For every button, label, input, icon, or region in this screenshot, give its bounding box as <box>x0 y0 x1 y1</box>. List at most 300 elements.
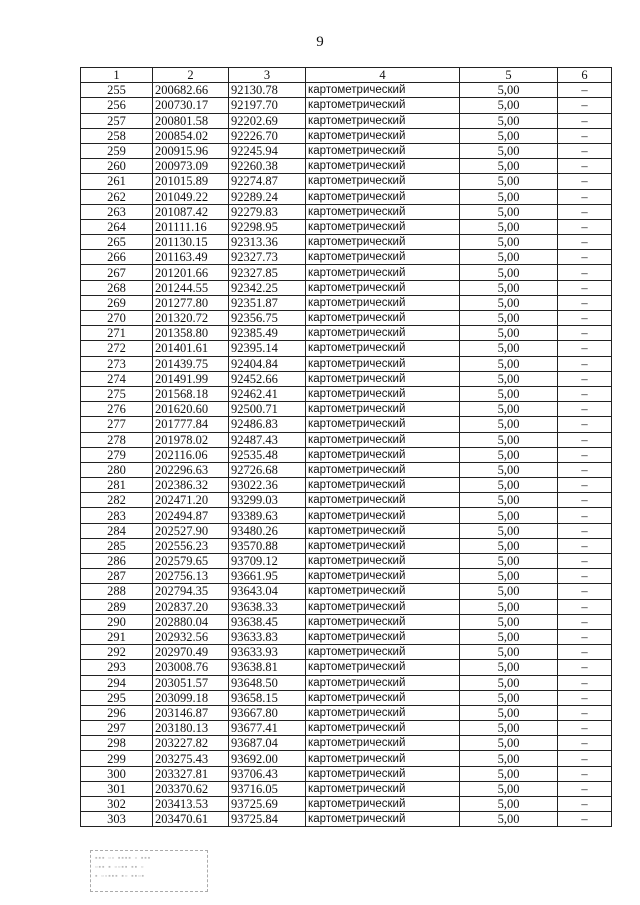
table-row <box>81 235 612 250</box>
table-cell: – <box>558 660 612 675</box>
table-cell: 288 <box>81 584 153 599</box>
table-cell: картометрический <box>306 690 460 705</box>
table-cell: 256 <box>81 98 153 113</box>
table-row <box>81 721 612 736</box>
table-row <box>81 174 612 189</box>
table-cell: – <box>558 386 612 401</box>
table-cell: 280 <box>81 462 153 477</box>
table-cell: 258 <box>81 128 153 143</box>
table-row <box>81 493 612 508</box>
table-cell: 5,00 <box>460 599 558 614</box>
table-cell: – <box>558 204 612 219</box>
table-cell: картометрический <box>306 386 460 401</box>
table-cell: – <box>558 766 612 781</box>
table-row <box>81 250 612 265</box>
table-cell: 92226.70 <box>229 128 306 143</box>
header-col-2: 2 <box>153 68 229 83</box>
table-cell: 200801.58 <box>153 113 229 128</box>
table-cell: 5,00 <box>460 493 558 508</box>
table-cell: картометрический <box>306 113 460 128</box>
table-cell: 285 <box>81 538 153 553</box>
table-cell: 5,00 <box>460 341 558 356</box>
table-cell: 275 <box>81 386 153 401</box>
table-row <box>81 614 612 629</box>
table-cell: 202556.23 <box>153 538 229 553</box>
table-cell: 302 <box>81 797 153 812</box>
table-row <box>81 128 612 143</box>
table-cell: – <box>558 493 612 508</box>
table-cell: 203413.53 <box>153 797 229 812</box>
table-cell: 201320.72 <box>153 311 229 326</box>
table-row <box>81 280 612 295</box>
table-cell: 200854.02 <box>153 128 229 143</box>
table-cell: 202494.87 <box>153 508 229 523</box>
table-cell: 265 <box>81 235 153 250</box>
table-cell: 202880.04 <box>153 614 229 629</box>
table-cell: 272 <box>81 341 153 356</box>
table-cell: картометрический <box>306 523 460 538</box>
table-cell: – <box>558 721 612 736</box>
table-cell: 203180.13 <box>153 721 229 736</box>
table-cell: – <box>558 781 612 796</box>
table-cell: 200730.17 <box>153 98 229 113</box>
table-cell: 201049.22 <box>153 189 229 204</box>
table-cell: 263 <box>81 204 153 219</box>
table-cell: 92486.83 <box>229 417 306 432</box>
table-cell: картометрический <box>306 356 460 371</box>
table-cell: 257 <box>81 113 153 128</box>
table-cell: картометрический <box>306 508 460 523</box>
table-cell: 273 <box>81 356 153 371</box>
table-cell: 92395.14 <box>229 341 306 356</box>
table-cell: 274 <box>81 371 153 386</box>
table-cell: 201401.61 <box>153 341 229 356</box>
table-cell: картометрический <box>306 797 460 812</box>
table-cell: картометрический <box>306 478 460 493</box>
table-cell: 92385.49 <box>229 326 306 341</box>
table-cell: 92356.75 <box>229 311 306 326</box>
table-cell: 202527.90 <box>153 523 229 538</box>
table-cell: 201439.75 <box>153 356 229 371</box>
table-cell: 5,00 <box>460 159 558 174</box>
table-cell: 201111.16 <box>153 219 229 234</box>
table-cell: 289 <box>81 599 153 614</box>
table-cell: 298 <box>81 736 153 751</box>
table-cell: 203275.43 <box>153 751 229 766</box>
table-cell: 269 <box>81 295 153 310</box>
table-cell: 301 <box>81 781 153 796</box>
table-row <box>81 189 612 204</box>
header-col-5: 5 <box>460 68 558 83</box>
table-cell: 5,00 <box>460 797 558 812</box>
table-cell: 271 <box>81 326 153 341</box>
table-cell: картометрический <box>306 189 460 204</box>
table-row <box>81 554 612 569</box>
table-cell: – <box>558 417 612 432</box>
table-cell: 92487.43 <box>229 432 306 447</box>
table-cell: 294 <box>81 675 153 690</box>
table-cell: 203146.87 <box>153 705 229 720</box>
table-cell: 203051.57 <box>153 675 229 690</box>
table-cell: 92130.78 <box>229 83 306 98</box>
table-cell: картометрический <box>306 766 460 781</box>
table-cell: – <box>558 341 612 356</box>
table-cell: картометрический <box>306 326 460 341</box>
table-cell: – <box>558 311 612 326</box>
table-cell: – <box>558 98 612 113</box>
table-cell: 92535.48 <box>229 447 306 462</box>
table-cell: 5,00 <box>460 478 558 493</box>
table-cell: 277 <box>81 417 153 432</box>
table-cell: 200973.09 <box>153 159 229 174</box>
table-cell: 202471.20 <box>153 493 229 508</box>
table-cell: 5,00 <box>460 629 558 644</box>
table-cell: – <box>558 614 612 629</box>
table-cell: – <box>558 447 612 462</box>
table-cell: 93638.81 <box>229 660 306 675</box>
table-cell: – <box>558 265 612 280</box>
table-cell: 93725.84 <box>229 812 306 827</box>
table-row <box>81 356 612 371</box>
table-cell: 5,00 <box>460 402 558 417</box>
table-cell: 92500.71 <box>229 402 306 417</box>
table-cell: 200915.96 <box>153 143 229 158</box>
table-cell: картометрический <box>306 250 460 265</box>
table-cell: 203470.61 <box>153 812 229 827</box>
table-cell: 92279.83 <box>229 204 306 219</box>
table-row <box>81 265 612 280</box>
table-cell: 297 <box>81 721 153 736</box>
table-cell: 202794.35 <box>153 584 229 599</box>
table-cell: 92327.73 <box>229 250 306 265</box>
table-cell: – <box>558 523 612 538</box>
table-cell: 203370.62 <box>153 781 229 796</box>
table-cell: 5,00 <box>460 371 558 386</box>
table-cell: 93725.69 <box>229 797 306 812</box>
table-row <box>81 143 612 158</box>
table-row <box>81 462 612 477</box>
table-row <box>81 629 612 644</box>
table-cell: – <box>558 569 612 584</box>
table-cell: картометрический <box>306 174 460 189</box>
table-cell: 5,00 <box>460 432 558 447</box>
table-cell: – <box>558 478 612 493</box>
table-cell: – <box>558 402 612 417</box>
table-cell: картометрический <box>306 128 460 143</box>
table-cell: 201358.80 <box>153 326 229 341</box>
table-row <box>81 766 612 781</box>
table-cell: картометрический <box>306 83 460 98</box>
table-cell: 93658.15 <box>229 690 306 705</box>
table-cell: 264 <box>81 219 153 234</box>
table-cell: 282 <box>81 493 153 508</box>
table-cell: 5,00 <box>460 569 558 584</box>
table-cell: картометрический <box>306 751 460 766</box>
table-cell: 5,00 <box>460 113 558 128</box>
table-cell: картометрический <box>306 705 460 720</box>
table-cell: 92462.41 <box>229 386 306 401</box>
table-row <box>81 402 612 417</box>
table-row <box>81 645 612 660</box>
table-cell: 268 <box>81 280 153 295</box>
table-cell: картометрический <box>306 599 460 614</box>
table-cell: – <box>558 128 612 143</box>
table-cell: картометрический <box>306 675 460 690</box>
table-cell: картометрический <box>306 462 460 477</box>
header-col-3: 3 <box>229 68 306 83</box>
header-col-1: 1 <box>81 68 153 83</box>
table-cell: 92726.68 <box>229 462 306 477</box>
table-cell: 93389.63 <box>229 508 306 523</box>
table-cell: 5,00 <box>460 508 558 523</box>
table-cell: картометрический <box>306 629 460 644</box>
table-cell: 201201.66 <box>153 265 229 280</box>
table-cell: 303 <box>81 812 153 827</box>
table-cell: – <box>558 219 612 234</box>
table-cell: 5,00 <box>460 128 558 143</box>
table-row <box>81 660 612 675</box>
table-row <box>81 690 612 705</box>
table-cell: 5,00 <box>460 174 558 189</box>
table-cell: 203327.81 <box>153 766 229 781</box>
table-cell: 92260.38 <box>229 159 306 174</box>
table-cell: 92202.69 <box>229 113 306 128</box>
table-cell: картометрический <box>306 371 460 386</box>
table-row <box>81 326 612 341</box>
table-cell: 93677.41 <box>229 721 306 736</box>
table-cell: 5,00 <box>460 614 558 629</box>
table-cell: 286 <box>81 554 153 569</box>
table-cell: 93709.12 <box>229 554 306 569</box>
table-cell: 300 <box>81 766 153 781</box>
table-cell: 5,00 <box>460 386 558 401</box>
table-row <box>81 159 612 174</box>
table-row <box>81 751 612 766</box>
table-cell: 93638.45 <box>229 614 306 629</box>
table-cell: 203099.18 <box>153 690 229 705</box>
table-cell: – <box>558 462 612 477</box>
table-cell: 5,00 <box>460 584 558 599</box>
table-cell: 203008.76 <box>153 660 229 675</box>
table-cell: картометрический <box>306 159 460 174</box>
table-cell: 293 <box>81 660 153 675</box>
table-cell: 287 <box>81 569 153 584</box>
table-row <box>81 219 612 234</box>
table-cell: 5,00 <box>460 721 558 736</box>
table-cell: картометрический <box>306 219 460 234</box>
table-cell: – <box>558 751 612 766</box>
table-cell: 203227.82 <box>153 736 229 751</box>
table-cell: 276 <box>81 402 153 417</box>
table-cell: 284 <box>81 523 153 538</box>
table-cell: 93480.26 <box>229 523 306 538</box>
table-cell: 281 <box>81 478 153 493</box>
table-cell: 92351.87 <box>229 295 306 310</box>
table-cell: 201491.99 <box>153 371 229 386</box>
table-cell: 291 <box>81 629 153 644</box>
table-cell: 5,00 <box>460 645 558 660</box>
table-cell: 5,00 <box>460 554 558 569</box>
table-row <box>81 386 612 401</box>
table-cell: – <box>558 736 612 751</box>
table-cell: 5,00 <box>460 766 558 781</box>
table-cell: 92274.87 <box>229 174 306 189</box>
table-cell: картометрический <box>306 447 460 462</box>
table-cell: 93692.00 <box>229 751 306 766</box>
table-cell: 92298.95 <box>229 219 306 234</box>
table-cell: картометрический <box>306 265 460 280</box>
table-cell: 93022.36 <box>229 478 306 493</box>
table-cell: 262 <box>81 189 153 204</box>
table-cell: картометрический <box>306 98 460 113</box>
table-cell: – <box>558 584 612 599</box>
table-cell: 5,00 <box>460 204 558 219</box>
table-cell: 202837.20 <box>153 599 229 614</box>
table-cell: 201568.18 <box>153 386 229 401</box>
table-cell: 201163.49 <box>153 250 229 265</box>
table-cell: 201244.55 <box>153 280 229 295</box>
table-row <box>81 432 612 447</box>
table-cell: 92197.70 <box>229 98 306 113</box>
table-cell: картометрический <box>306 311 460 326</box>
table-cell: 255 <box>81 83 153 98</box>
table-cell: 93687.04 <box>229 736 306 751</box>
table-cell: 292 <box>81 645 153 660</box>
table-cell: – <box>558 690 612 705</box>
table-cell: – <box>558 159 612 174</box>
faded-stamp-icon: ▪▪▪ ▫▫ ▪▪▪▪ ▫ ▪▪▪ ▫▪▪ ▪ ▫▫▪▪ ▪▪ ▫ ▪ ▫▫▪▪▪ ▪▫ ▪▪▫▪ <box>90 850 208 892</box>
table-cell: 201620.60 <box>153 402 229 417</box>
table-cell: 201978.02 <box>153 432 229 447</box>
table-row <box>81 113 612 128</box>
table-cell: – <box>558 174 612 189</box>
table-cell: картометрический <box>306 341 460 356</box>
table-cell: 261 <box>81 174 153 189</box>
table-row <box>81 569 612 584</box>
table-cell: 93706.43 <box>229 766 306 781</box>
table-cell: картометрический <box>306 781 460 796</box>
table-cell: картометрический <box>306 432 460 447</box>
table-cell: 202386.32 <box>153 478 229 493</box>
table-row <box>81 538 612 553</box>
table-cell: – <box>558 143 612 158</box>
table-cell: 5,00 <box>460 265 558 280</box>
table-row <box>81 83 612 98</box>
table-cell: 279 <box>81 447 153 462</box>
table-cell: картометрический <box>306 402 460 417</box>
table-cell: 92313.36 <box>229 235 306 250</box>
table-cell: 5,00 <box>460 189 558 204</box>
table-cell: 92342.25 <box>229 280 306 295</box>
table-cell: картометрический <box>306 295 460 310</box>
table-cell: картометрический <box>306 614 460 629</box>
table-cell: – <box>558 356 612 371</box>
table-cell: 5,00 <box>460 751 558 766</box>
table-cell: – <box>558 326 612 341</box>
table-cell: картометрический <box>306 645 460 660</box>
table-row <box>81 584 612 599</box>
table-cell: 5,00 <box>460 675 558 690</box>
table-cell: картометрический <box>306 812 460 827</box>
table-cell: 5,00 <box>460 660 558 675</box>
table-cell: 283 <box>81 508 153 523</box>
table-cell: 201277.80 <box>153 295 229 310</box>
table-cell: – <box>558 250 612 265</box>
table-cell: 260 <box>81 159 153 174</box>
table-row <box>81 311 612 326</box>
table-cell: – <box>558 295 612 310</box>
table-cell: 5,00 <box>460 356 558 371</box>
table-cell: 5,00 <box>460 235 558 250</box>
table-cell: 5,00 <box>460 781 558 796</box>
table-cell: картометрический <box>306 584 460 599</box>
table-cell: 5,00 <box>460 143 558 158</box>
coordinates-table <box>80 67 612 827</box>
table-cell: картометрический <box>306 569 460 584</box>
table-cell: – <box>558 235 612 250</box>
table-cell: 5,00 <box>460 83 558 98</box>
table-cell: 266 <box>81 250 153 265</box>
table-row <box>81 675 612 690</box>
table-row <box>81 705 612 720</box>
table-cell: 5,00 <box>460 295 558 310</box>
table-row <box>81 478 612 493</box>
table-cell: 278 <box>81 432 153 447</box>
header-col-6: 6 <box>558 68 612 83</box>
table-cell: картометрический <box>306 417 460 432</box>
table-cell: 202932.56 <box>153 629 229 644</box>
table-cell: – <box>558 554 612 569</box>
table-row <box>81 599 612 614</box>
table-cell: 201777.84 <box>153 417 229 432</box>
table-cell: – <box>558 675 612 690</box>
table-row <box>81 736 612 751</box>
table-cell: 5,00 <box>460 98 558 113</box>
table-cell: 5,00 <box>460 690 558 705</box>
table-cell: 92289.24 <box>229 189 306 204</box>
table-cell: 93643.04 <box>229 584 306 599</box>
table-cell: 290 <box>81 614 153 629</box>
table-row <box>81 341 612 356</box>
table-cell: 93667.80 <box>229 705 306 720</box>
table-cell: 296 <box>81 705 153 720</box>
table-row <box>81 371 612 386</box>
table-cell: 5,00 <box>460 462 558 477</box>
page-number: 9 <box>316 34 324 50</box>
table-row <box>81 98 612 113</box>
table-cell: 5,00 <box>460 280 558 295</box>
table-cell: 93633.83 <box>229 629 306 644</box>
table-row <box>81 508 612 523</box>
table-row <box>81 447 612 462</box>
table-cell: 5,00 <box>460 417 558 432</box>
table-cell: 92404.84 <box>229 356 306 371</box>
table-cell: картометрический <box>306 204 460 219</box>
table-cell: – <box>558 280 612 295</box>
table-row <box>81 523 612 538</box>
table-cell: – <box>558 812 612 827</box>
table-cell: – <box>558 113 612 128</box>
table-cell: 200682.66 <box>153 83 229 98</box>
table-body <box>81 83 612 827</box>
table-cell: – <box>558 538 612 553</box>
table-cell: – <box>558 83 612 98</box>
table-cell: – <box>558 432 612 447</box>
table-cell: картометрический <box>306 554 460 569</box>
table-cell: 5,00 <box>460 538 558 553</box>
table-cell: – <box>558 189 612 204</box>
table-cell: – <box>558 705 612 720</box>
